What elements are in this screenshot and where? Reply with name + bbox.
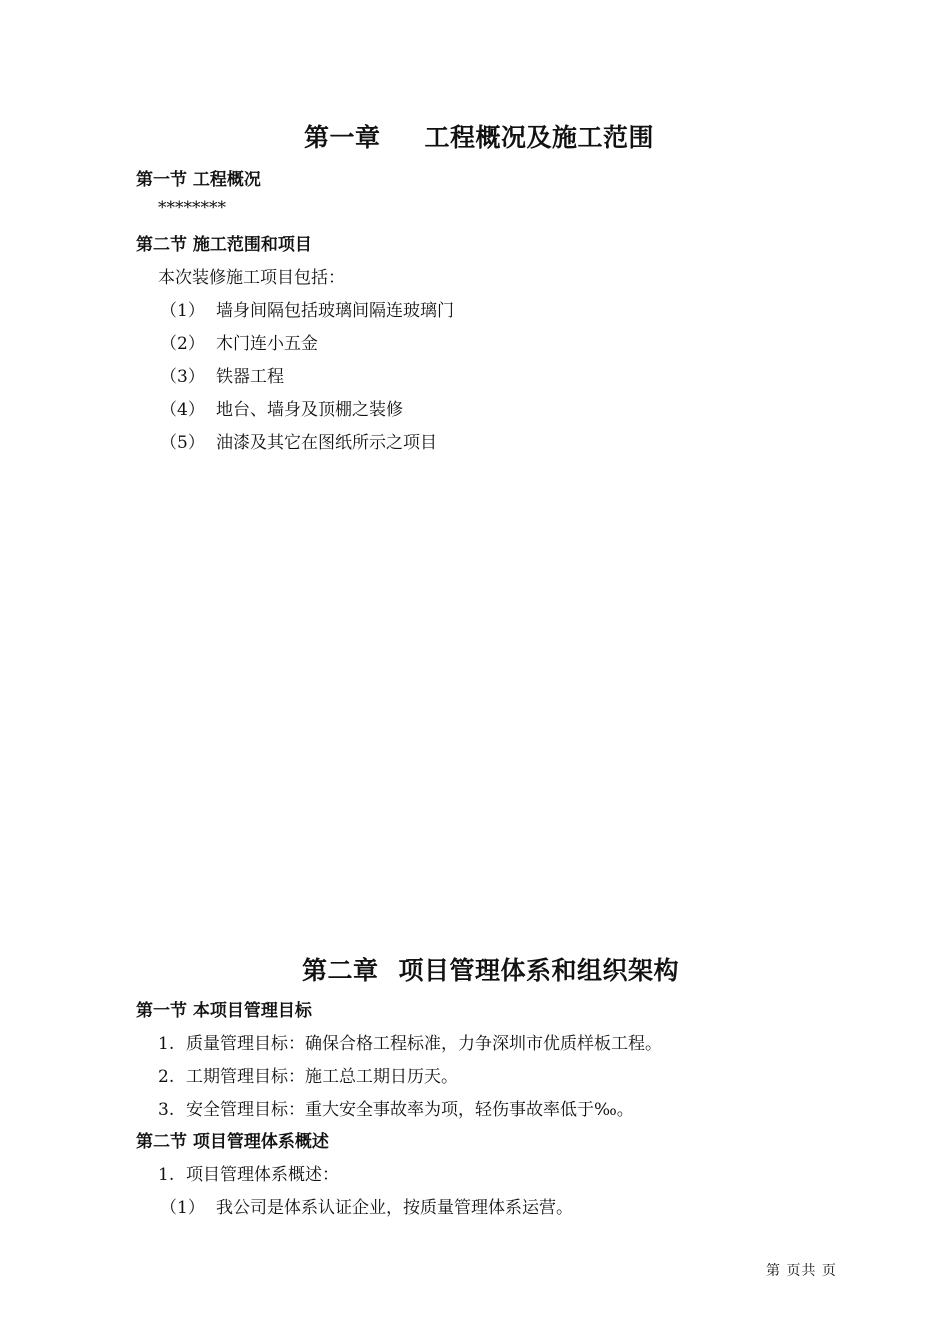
list-item-text: 铁器工程 (216, 367, 284, 387)
list-item (160, 1193, 573, 1218)
list-item-text: 工期管理目标：施工总工期日历天。 (186, 1067, 458, 1087)
list-item-text: 地台、墙身及顶棚之装修 (216, 400, 403, 420)
list-item (160, 329, 318, 354)
list-item-number: （2） (160, 334, 205, 354)
section-2-1-heading: 第一节 本项目管理目标 (136, 1001, 312, 1021)
list-item (158, 1095, 634, 1120)
list-item-text: 项目管理体系概述： (186, 1165, 339, 1185)
list-item (160, 395, 403, 420)
list-item (158, 1160, 339, 1185)
section-2-2-heading: 第二节 项目管理体系概述 (136, 1132, 329, 1152)
list-item (160, 362, 284, 387)
section-1-1-heading: 第一节 工程概况 (136, 170, 261, 190)
chapter-2-heading: 项目管理体系和组织架构 (398, 956, 680, 985)
list-item-number: （5） (160, 433, 205, 453)
list-item-text: 安全管理目标：重大安全事故率为项，轻伤事故率低于‰。 (186, 1100, 634, 1120)
list-item (158, 1029, 662, 1054)
section-1-1-content: ******** (158, 198, 226, 218)
list-item (158, 1062, 458, 1087)
section-1-2-heading: 第二节 施工范围和项目 (136, 235, 312, 255)
list-item-number: 2. (158, 1067, 175, 1087)
list-item-number: （3） (160, 367, 205, 387)
list-item-text: 我公司是体系认证企业，按质量管理体系运营。 (216, 1198, 573, 1218)
chapter-2-title (302, 951, 679, 987)
page-footer: 第 页共 页 (766, 1263, 837, 1279)
list-item-text: 墙身间隔包括玻璃间隔连玻璃门 (216, 301, 454, 321)
list-item-number: 3. (158, 1100, 175, 1120)
list-item-number: 1. (158, 1034, 175, 1054)
list-item (160, 296, 454, 321)
list-item-text: 油漆及其它在图纸所示之项目 (216, 433, 437, 453)
list-item-number: （1） (160, 1198, 205, 1218)
chapter-1-heading: 工程概况及施工范围 (424, 123, 655, 152)
chapter-2-number: 第二章 (302, 956, 379, 985)
list-item-number: （4） (160, 400, 205, 420)
list-item-number: （1） (160, 301, 205, 321)
list-item-text: 质量管理目标：确保合格工程标准，力争深圳市优质样板工程。 (186, 1034, 662, 1054)
chapter-1-title (304, 118, 654, 154)
list-item (160, 428, 437, 453)
chapter-1-number: 第一章 (304, 123, 381, 152)
list-item-number: 1. (158, 1165, 175, 1185)
section-1-2-intro: 本次装修施工项目包括： (158, 268, 345, 288)
list-item-text: 木门连小五金 (216, 334, 318, 354)
